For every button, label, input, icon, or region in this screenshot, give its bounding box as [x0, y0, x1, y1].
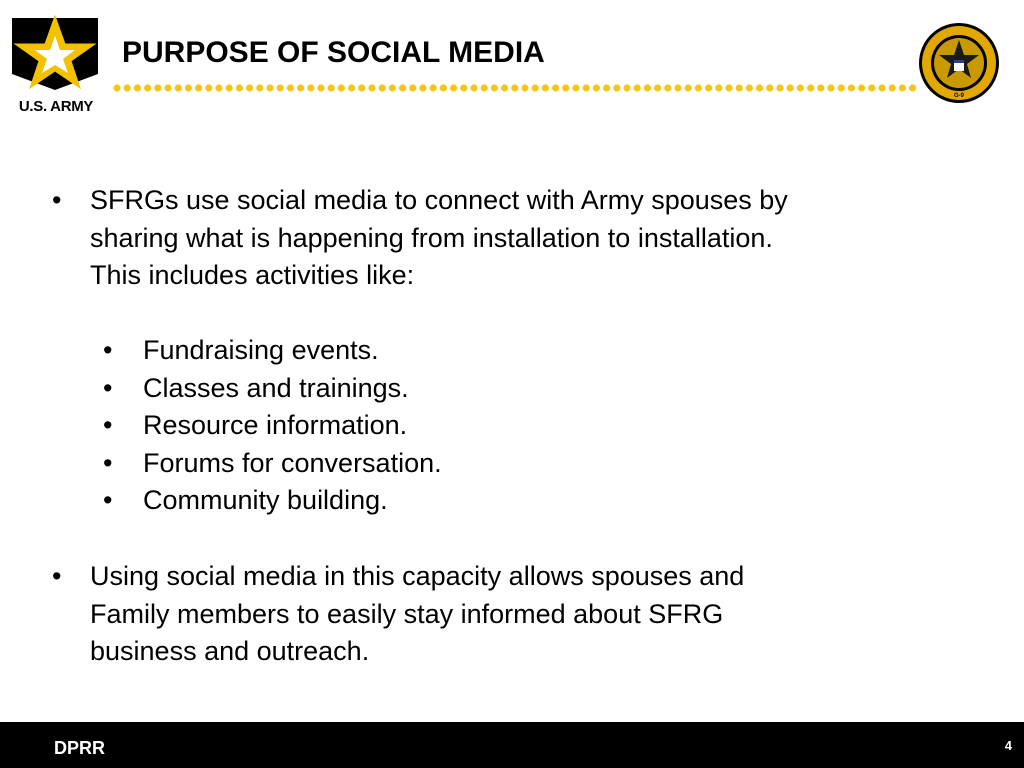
- bullet2-line-3: business and outreach.: [90, 636, 370, 667]
- divider-dot: [368, 84, 375, 91]
- divider-dot: [634, 84, 641, 91]
- divider-dot: [817, 84, 824, 91]
- divider-dot: [593, 84, 600, 91]
- divider-dot: [409, 84, 416, 91]
- us-army-logo: [8, 14, 98, 118]
- bullet2-line-2: Family members to easily stay informed about SFRG: [90, 598, 724, 629]
- divider-dot: [348, 84, 355, 91]
- divider-dot: [266, 84, 273, 91]
- divider-dot: [542, 84, 549, 91]
- bullet-mark: •: [52, 185, 62, 215]
- divider-dot: [838, 84, 845, 91]
- divider-dot: [134, 84, 141, 91]
- bullet-mark: •: [103, 335, 113, 365]
- divider-dot: [164, 84, 171, 91]
- divider-dot: [603, 84, 610, 91]
- army-star-icon: [12, 14, 98, 90]
- divider-dot: [246, 84, 253, 91]
- divider-dot: [389, 84, 396, 91]
- divider-dot: [277, 84, 284, 91]
- divider-dot: [797, 84, 804, 91]
- divider-dot: [807, 84, 814, 91]
- divider-dot: [827, 84, 834, 91]
- divider-dot: [481, 84, 488, 91]
- divider-dot: [674, 84, 681, 91]
- divider-dot: [256, 84, 263, 91]
- divider-dot: [236, 84, 243, 91]
- seal-center-label: G-9: [953, 93, 965, 99]
- sub-bullet-text: Community building.: [143, 485, 388, 516]
- divider-dot: [144, 84, 151, 91]
- divider-dot: [613, 84, 620, 91]
- divider-dot: [685, 84, 692, 91]
- divider-dot: [511, 84, 518, 91]
- divider-dot: [379, 84, 386, 91]
- sub-bullet-text: Classes and trainings.: [143, 372, 409, 403]
- bullet-mark: •: [103, 447, 113, 478]
- divider-dot: [328, 84, 335, 91]
- bullet-mark: •: [103, 410, 113, 441]
- divider-dot: [695, 84, 702, 91]
- divider-dot: [175, 84, 182, 91]
- divider-dot: [338, 84, 345, 91]
- divider-dot: [664, 84, 671, 91]
- divider-dot: [521, 84, 528, 91]
- divider-dot: [154, 84, 161, 91]
- divider-dot: [399, 84, 406, 91]
- footer-bar: [0, 722, 1024, 768]
- divider-dot: [644, 84, 651, 91]
- divider-dot: [430, 84, 437, 91]
- divider-dot: [317, 84, 324, 91]
- dcs-g9-seal-icon: [918, 22, 1000, 104]
- divider-dot: [736, 84, 743, 91]
- bullet1-line-1: SFRGs use social media to connect with Army spouses by: [90, 185, 788, 215]
- divider-dot: [899, 84, 906, 91]
- divider-dot: [858, 84, 865, 91]
- bullet-mark: •: [103, 372, 113, 403]
- slide-title: PURPOSE OF SOCIAL MEDIA: [122, 36, 545, 69]
- divider-dot: [583, 84, 590, 91]
- divider-dot: [746, 84, 753, 91]
- sub-bullet-text: Resource information.: [143, 410, 408, 441]
- divider-dot: [909, 84, 916, 91]
- divider-dot: [185, 84, 192, 91]
- divider-dot: [654, 84, 661, 91]
- bullet-mark: •: [103, 485, 113, 516]
- divider-dot: [226, 84, 233, 91]
- sub-bullet-text: Fundraising events.: [143, 335, 379, 365]
- sub-bullet-text: Forums for conversation.: [143, 447, 442, 478]
- divider-dot: [307, 84, 314, 91]
- divider-dot: [470, 84, 477, 91]
- footer-org: DPRR: [54, 738, 106, 758]
- divider-dot: [195, 84, 202, 91]
- divider-dot: [501, 84, 508, 91]
- bullet1-line-3: This includes activities like:: [90, 260, 415, 291]
- divider-dot: [532, 84, 539, 91]
- divider-dot: [623, 84, 630, 91]
- bullet-text: [90, 558, 744, 671]
- divider-dot: [787, 84, 794, 91]
- divider-dot: [440, 84, 447, 91]
- divider-dot: [460, 84, 467, 91]
- divider-dot: [297, 84, 304, 91]
- divider-dot: [113, 84, 120, 91]
- divider-dot: [705, 84, 712, 91]
- dotted-divider: [112, 82, 916, 94]
- army-logo-text: U.S. ARMY: [18, 98, 94, 115]
- divider-dot: [491, 84, 498, 91]
- divider-dot: [358, 84, 365, 91]
- divider-dot: [766, 84, 773, 91]
- divider-dot: [889, 84, 896, 91]
- divider-dot: [124, 84, 131, 91]
- divider-dot: [562, 84, 569, 91]
- divider-dot: [215, 84, 222, 91]
- divider-dot: [776, 84, 783, 91]
- divider-dot: [205, 84, 212, 91]
- divider-dot: [287, 84, 294, 91]
- divider-dot: [419, 84, 426, 91]
- divider-dot: [552, 84, 559, 91]
- page-number: 4: [1004, 738, 1012, 753]
- divider-dot: [715, 84, 722, 91]
- divider-dot: [868, 84, 875, 91]
- bullet2-line-1: Using social media in this capacity allows spouses and: [90, 561, 745, 591]
- divider-dot: [756, 84, 763, 91]
- divider-dot: [725, 84, 732, 91]
- divider-dot: [848, 84, 855, 91]
- divider-dot: [572, 84, 579, 91]
- bullet-text: [90, 182, 788, 295]
- bullet-mark: •: [52, 561, 62, 591]
- divider-dot: [878, 84, 885, 91]
- divider-dot: [450, 84, 457, 91]
- bullet1-line-2: sharing what is happening from installation to installation.: [90, 222, 773, 253]
